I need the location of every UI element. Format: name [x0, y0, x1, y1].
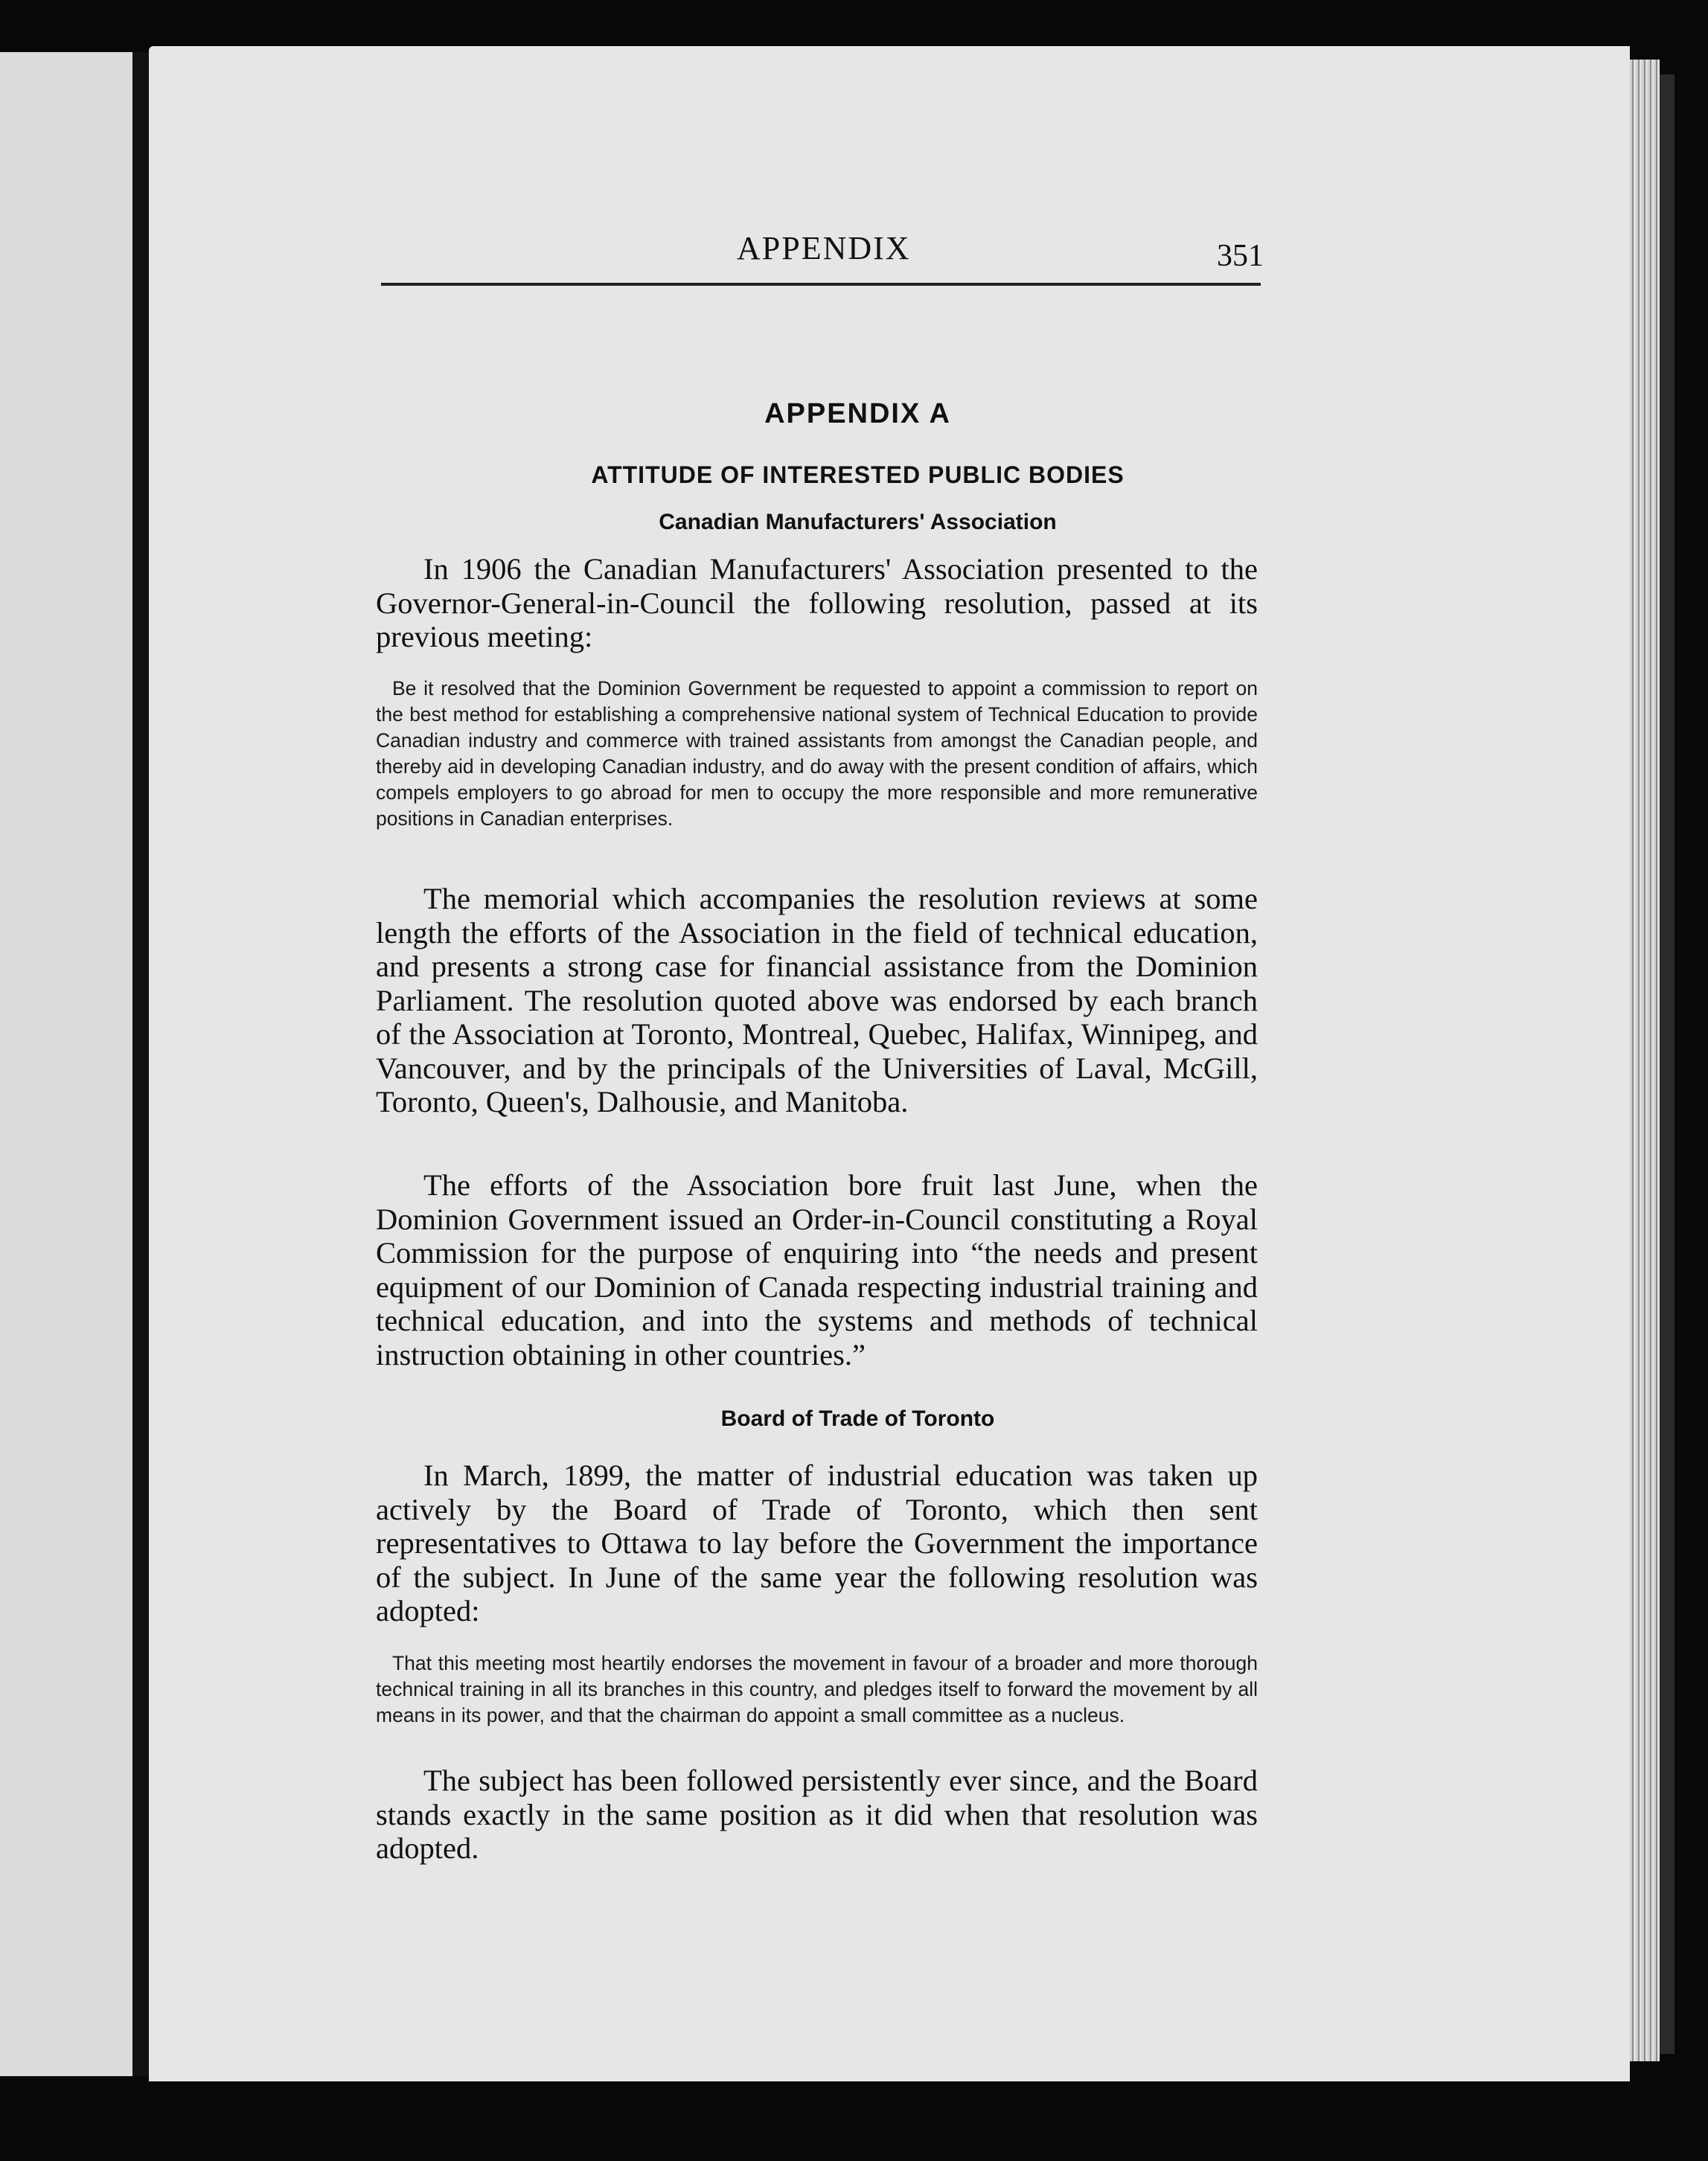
running-head — [380, 229, 1265, 274]
cover-edge — [1660, 74, 1675, 2054]
page-stack-edge — [1630, 60, 1660, 2061]
paragraph-5: The subject has been followed persistently ever since, and the Board stands exactly in the same position as it did when that resolution was adopted. — [376, 1764, 1258, 1865]
section-heading: ATTITUDE OF INTERESTED PUBLIC BODIES — [591, 461, 1125, 488]
page-number: 351 — [1217, 239, 1264, 273]
paragraph-3: The efforts of the Association bore fruit last June, when the Dominion Government issued an Order-in-Council constituting a Royal Commission for the purpose of enquiring into “the needs and present equipment of our Dominion of Canada respecting industrial training and technical education, and into the systems and methods of technical instruction obtaining in other countries.” — [376, 1168, 1258, 1371]
left-page-edge — [0, 52, 135, 2076]
resolution-quote-board: That this meeting most heartily endorses the movement in favour of a broader and more thorough technical training in all its branches in this country, and pledges itself to forward the movement by all means in its power, and that the chairman do appoint a small committee as a nucleus. — [376, 1652, 1258, 1726]
book-spine — [132, 52, 149, 2076]
paragraph-2: The memorial which accompanies the resolution reviews at some length the efforts of the Association in the field of technical education, and presents a strong case for financial assistance from the Dominion Parliament. The resolution quoted above was endorsed by each branch of the Association at Toronto, Montreal, Quebec, Halifax, Winnipeg, and Vancouver, and by the principals of the Universities of Laval, McGill, Toronto, Queen's, Dalhousie, and Manitoba. — [376, 882, 1258, 1118]
resolution-quote-cma: Be it resolved that the Dominion Government be requested to appoint a commission to report on the best method for establishing a comprehensive national system of Technical Education to provide Canadian industry and commerce with trained assistants from amongst the Canadian people, and thereby aid in developing Canadian industry, and do away with the present condition of affairs, which compels employers to go abroad for men to occupy the more responsible and more remunerative positions in Canadian enterprises. — [376, 677, 1258, 830]
running-head-title: APPENDIX — [737, 230, 911, 266]
subsection-heading-board: Board of Trade of Toronto — [720, 1406, 995, 1431]
appendix-heading: APPENDIX A — [764, 398, 951, 429]
paragraph-1: In 1906 the Canadian Manufacturers' Association presented to the Governor-General-in-Council the following resolution, passed at its previous meeting: — [376, 552, 1258, 653]
subsection-heading-cma: Canadian Manufacturers' Association — [659, 510, 1057, 534]
paragraph-4: In March, 1899, the matter of industrial education was taken up actively by the Board of Trade of Toronto, which then sent representatives to Ottawa to lay before the Government the importance of the subject. In June of the same year the following resolution was adopted: — [376, 1459, 1258, 1627]
header-rule — [381, 283, 1261, 286]
